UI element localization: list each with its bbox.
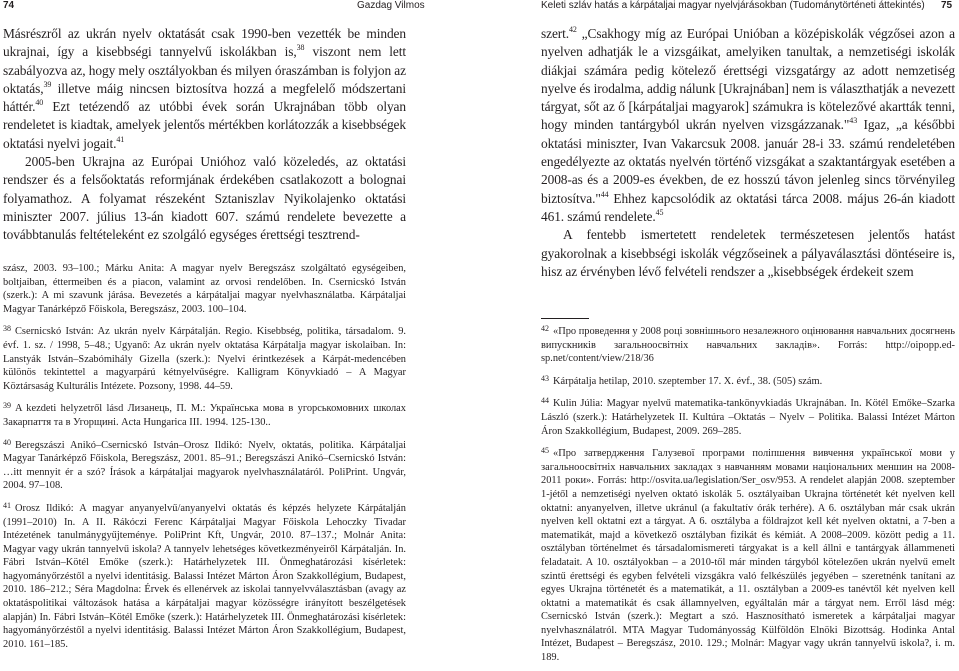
footnote-39: $^{39}$ A kezdeti helyzetről lásd Лизанець, П. М.: Українська мова в угорськомовних школах Закарпаття та в Угорщині. Acta Hungarica III. 1994. 125-130.. (3, 401, 406, 428)
footnote-ref-41: 41 (116, 134, 125, 144)
footnote-43: $^{43}$ Kárpátalja hetilap, 2010. szeptember 17. X. évf., 38. (505) szám. (541, 373, 823, 387)
footnote-ref-45: 45 (655, 207, 664, 217)
footnote-44: $^{44}$ Kulin Júlia: Magyar nyelvű matematika-tankönyvkiadás Ukrajnában. In. Kötél Emőke–Szarka László (szerk.): Határhelyzetek II. Kultúra –Oktatás – Nyelv – Politika. Balassi Intézet Márton Áron Szakkollégium, Budapest, 2009. 269–285. (541, 396, 955, 437)
right-paragraph-2: A fentebb ismertetett rendeletek természetesen jelentős hatást gyakorolnak a kisebbségi iskolák végzőseinek a pályaválasztási döntéseire is, hisz az érvényben lévő felvételi rendszer a „kisebbségek érdekeit szem (541, 227, 955, 279)
footnote-41: $^{41}$ Orosz Ildikó: A magyar anyanyelvű/anyanyelvi oktatás és képzés helyzete Kárpátalján (1991–2010) In. A II. Rákóczi Ferenc Kárpátaljai Magyar Főiskola Lehoczky Tivadar Intézetének tanulmánygyűjteménye. PoliPrint Kft, Ungvár, 2010. 87–137.; Molnár Anita: Magyar vagy ukrán tannyelvű iskola? A tannyelv lehetséges következményeiről Kárpátalján. In. Fábri István–Kötél Emőke (szerk.): Határhelyzetek III. Önmeghatározási kísérletek: hagyományőrzéstől a nyelvi identitásig. Balassi Intézet Márton Áron Szakkollégium, Budapest, 2010. 186–212.; Séra Magdolna: Érvek és ellenérvek az iskolai tannyelvválasztásban (avagy az oktatáspolitikai változások hatása a kárpátaljai magyar közösségre irányított beszélgetések alapján) In. Fábri István–Kötél Emőke (szerk.): Határhelyzetek III. Önmeghatározási kísérletek: hagyományőrzéstől a nyelvi identitásig. Balassi Intézet Márton Áron Szakkollégium, Budapest, 2010. 161–185. (3, 500, 406, 650)
right-body-text (541, 25, 955, 281)
left-body-text (3, 25, 406, 245)
footnote-separator (541, 318, 589, 319)
left-paragraph-1: Másrészről az ukrán nyelv oktatását csak 1990-ben vezették be minden ukrajnai, így a kisebbségi tannyelvű iskolákban is,$^{38}$ viszont nem lett szabályozva az, hogy mely osztályokban és milyen óraszámban is folyjon az oktatás,$^{39}$ illetve máig nincsen biztosítva hozzá a megfelelő módszertani háttér.$^{40}$ Ezt tetézendő az utóbbi évek során Ukrajnában több olyan rendeletet is kiadtak, amelyek jelentős mértékben korlátozzák a kisebbségek oktatási nyelvi jogait.$^{41}$ (3, 26, 407, 151)
footnote-ref-44: 44 (600, 189, 609, 199)
left-footnotes (3, 262, 406, 657)
footnote-38: $^{38}$ Csernicskó István: Az ukrán nyelv Kárpátalján. Regio. Kisebbség, politika, társadalom. 9. évf. 1. sz. / 1998, 5–48.; Ugyanő: Az ukrán nyelv oktatása Kárpátalja magyar iskolaiban. In: Lanstyák István–Szabómihály Gizella (szerk.): Nyelvi érintkezések a Kárpát-medencében különös tekintettel a magyarpárú kétnyelvűségre. Kalligram Könyvkiadó – A Magyar Köztársaság Kulturális Intézete. Pozsony, 1998. 44–59. (3, 324, 406, 392)
footnote-ref-43: 43 (849, 116, 858, 126)
left-running-head: Gazdag Vilmos (357, 0, 425, 11)
footnote-ref-39: 39 (43, 79, 52, 89)
footnote-42: $^{42}$ «Про проведення у 2008 році зовнішнього незалежного оцінювання навчальних досягнень випускників загальноосвітніх навчальних закладів». Forrás: http://oipopp.ed-sp.net/content/view/218/36 (541, 324, 955, 365)
footnote-ref-38: 38 (296, 43, 305, 53)
footnote-ref-40: 40 (35, 98, 44, 108)
footnote-45: $^{45}$ «Про затвердження Галузевої програми поліпшення вивчення української мови у загальноосвітніх навчальних закладах з навчанням мовами національних меншин на 2008-2011 роки». Forrás: http://osvita.ua/legislation/Ser_osv/953. A rendelet alapján 2008. szeptember 1-jétől a nemzetiségi nyelven oktató iskolák 5. osztályaiban Ukrajna történetét két nyelven kell oktatni: anyanyelven, illetve ukránul (a fakultatív órák terhére). A 6. osztályban már csak ukrán nyelven kell oktatni ezt a tárgyat. A 6. osztályba a földrajzot kell két nyelven oktatni, a 7-ben a matematikát, majd a következő osztályban fizikát és kémiát. A 2008–2009. között pedig a 11. osztályban történelmet és társadalomismereti tárgyakat is a kell állni e tantárgyak állammeneti feladatait. A 10. osztályokban – a 2010-től már minden tárgyból kötelezően ukrán nyelvű emelt szintű érettségi és egyben felvételi vizsgákra való felkészülés jegyében – szeretnénk tanítani az egyes Ukrajna történetét és a matematikát, a 11. osztályban a 2009-es tanévtől két nyelven kell oktatni a matematikát és csak államnyelven, egyáltalán már a tárgyat nem. Erről lásd még: Csernicskó István (szerk.): Megtart a szó. Hasznosítható ismeretek a kárpátaljai magyar nyelvhasználatról. MTA Magyar Tudományosság Külföldön Elnöki Bizottság. Hodinka Antal Intézet, Budapest – Beregszász, 2010. 129.; Molnár: Magyar vagy ukrán tannyelvű iskola?, i. m. 189. (541, 446, 955, 664)
right-footnotes (541, 322, 955, 671)
left-paragraph-2: 2005-ben Ukrajna az Európai Unióhoz való közeledés, az oktatási rendszer és a felsőoktatás reformjának érdekében csatlakozott a bolognai folyamathoz. A folyamat részeként Sztaniszlav Nyikolajenko oktatási miniszter 2007. július 13-án kiadott 607. számú rendelete bevezette a továbbtanulás feltételeként ez szolgáló egységes érettségi tesztrend- (3, 154, 406, 243)
right-page-number: 75 (941, 0, 953, 11)
footnote-ref-42: 42 (569, 25, 577, 34)
right-running-head: Keleti szláv hatás a kárpátaljai magyar nyelvjárásokban (Tudománytörténeti áttekintés) (541, 0, 925, 11)
left-page-number: 74 (3, 0, 15, 11)
right-paragraph-1: szert.$^{42}$ „Csakhogy míg az Európai Unióban a középiskolák végzősei azon a nyelven adhatják le a vizsgáikat, amelyiken tanultak, a nemzetiségi iskolák diákjai számára pedig kötelező érettségi vizsgatárgy az adott nemzetiség nyelve és irodalma, addig nálunk [Ukrajnában] nem is választhatják a nevezett tárgyat, sőt az ő [kárpátaljai magyarok] számukra is kötelezővé akartták tenni, hogy minden tantárgyból ukrán nyelven vizsgázzanak."$^{43}$ Igaz, „a későbbi oktatási miniszter, Ivan Vakarcsuk 2008. január 28-i 33. számú rendeletében engedélyezte az oktatás nyelvén történő vizsgákat a szaktantárgyak esetében a 2008-as és a 2009-es években, de ez hosszú távon jelenleg sincs törvényileg biztosítva."$^{44}$ Ehhez kapcsolódik az oktatási tárca 2008. május 26-án kiadott 461. számú rendelete.$^{45}$ (541, 25, 955, 224)
footnote-40: $^{40}$ Beregszászi Anikó–Csernicskó István–Orosz Ildikó: Nyelv, oktatás, politika. Kárpátaljai Magyar Tanárképző Főiskola, Beregszász, 2001. 85–91.; Beregszászi Anikó–Csernicskó István: …itt mennyit ér a szó? Írások a kárpátaljai magyarok nyelvhasználatáról. PoliPrint. Ungvár, 2004. 97–108. (3, 437, 406, 492)
footnote-continued: szász, 2003. 93–100.; Márku Anita: A magyar nyelv Beregszász szolgáltató egységeiben, boltjaiban, éttermeiben és a piacon, valamint az orvosi rendelőben. In. Csernicskó István (szerk.): A mi szavunk járása. Bevezetés a kárpátaljai magyar nyelvhasználatba. Kárpátaljai Magyar Tanárképző Főiskola, Beregszász, 2003. 100–104. (3, 263, 406, 315)
